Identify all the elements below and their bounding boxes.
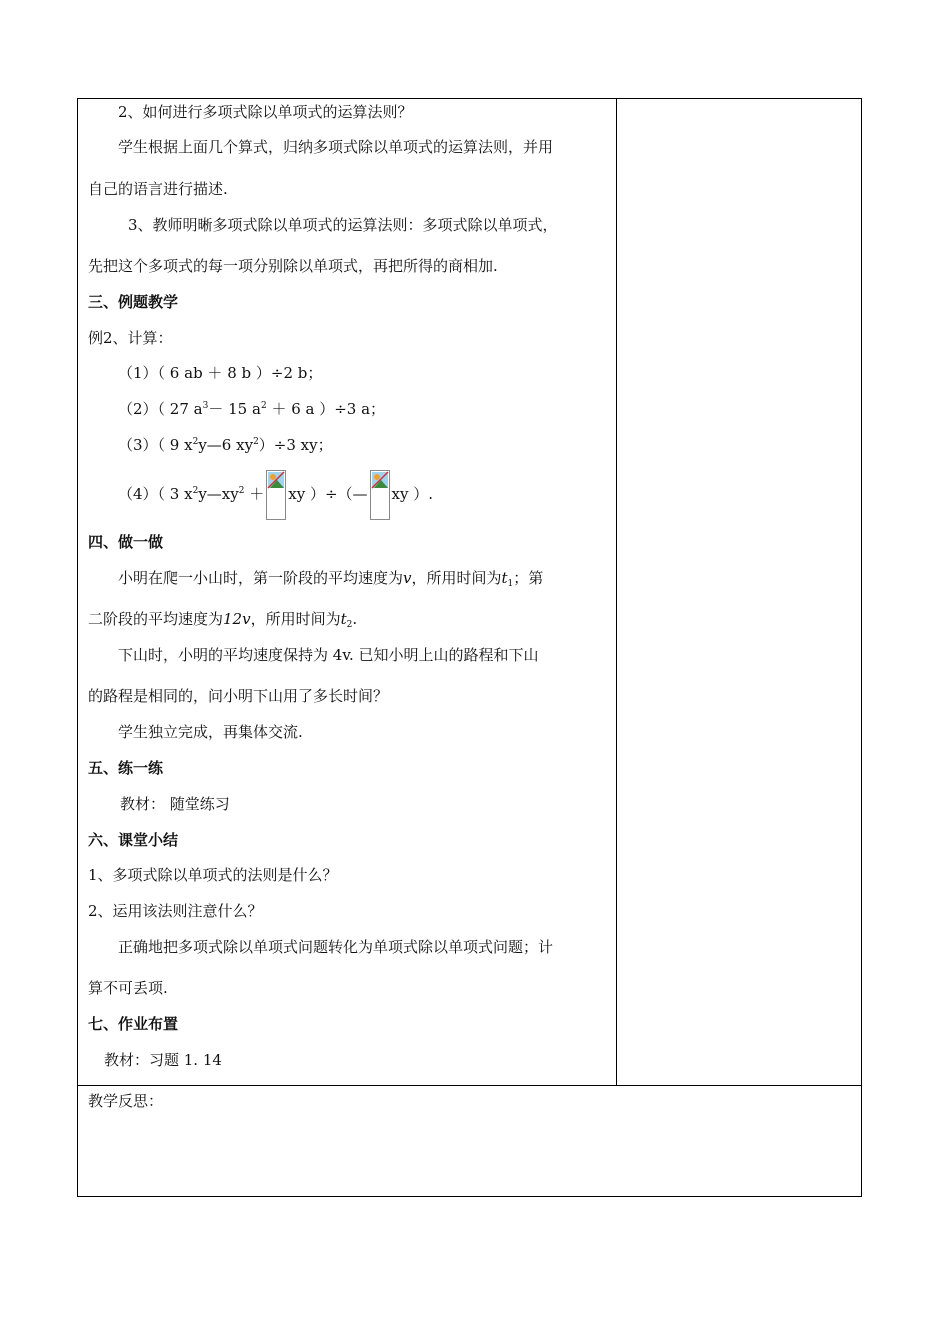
problem-2: （2）（ 27 $a^3- 15$ $a^2 + 6$ a ）÷3 a； bbox=[118, 400, 386, 418]
student-summary-line-cont: 自己的语言进行描述. bbox=[88, 180, 228, 198]
column-divider bbox=[616, 99, 617, 1085]
section-5-heading: 五、练一练 bbox=[88, 759, 164, 777]
word-problem-line-4: 的路程是相同的，问小明下山用了多长时间？ bbox=[88, 687, 389, 705]
section-4-heading: 四、做一做 bbox=[88, 533, 164, 551]
row-divider bbox=[78, 1085, 861, 1086]
summary-answer-line-2: 算不可丢项. bbox=[88, 979, 168, 997]
practice-text: 教材： 随堂练习 bbox=[120, 795, 230, 813]
teacher-rule-line: 3、教师明晰多项式除以单项式的运算法则：多项式除以单项式， bbox=[128, 216, 558, 234]
missing-image-icon bbox=[266, 470, 286, 520]
reflection-label: 教学反思： bbox=[88, 1092, 164, 1110]
problem-1: （1）（ 6 ab ＋ 8 b ）÷2 b； bbox=[118, 364, 323, 382]
example-2-label: 例2、计算： bbox=[88, 329, 173, 347]
section-6-heading: 六、课堂小结 bbox=[88, 831, 179, 849]
missing-image-icon bbox=[370, 470, 390, 520]
word-problem-line-3: 下山时，小明的平均速度保持为 4v. 已知小明上山的路程和下山 bbox=[118, 646, 539, 664]
section-7-heading: 七、作业布置 bbox=[88, 1015, 179, 1033]
activity-note: 学生独立完成，再集体交流. bbox=[118, 723, 303, 741]
question-2-line: 2、如何进行多项式除以单项式的运算法则？ bbox=[118, 103, 413, 121]
word-problem-line-2: 二阶段的平均速度为12v，所用时间为$t_2$. bbox=[88, 610, 358, 630]
problem-4: （4）（ 3 $x^2y—xy^2$ ＋ xy ）÷（— xy ）. bbox=[118, 470, 433, 520]
summary-item-1: 1、多项式除以单项式的法则是什么？ bbox=[88, 866, 338, 884]
summary-answer-line-1: 正确地把多项式除以单项式问题转化为单项式除以单项式问题；计 bbox=[118, 938, 554, 956]
word-problem-line-1: 小明在爬一小山时，第一阶段的平均速度为v，所用时间为$t_1$；第 bbox=[118, 569, 544, 589]
problem-3: （3）（ 9 $x^2y—6$ $xy^2)\div 3$ xy； bbox=[118, 436, 333, 454]
student-summary-line: 学生根据上面几个算式，归纳多项式除以单项式的运算法则，并用 bbox=[118, 138, 554, 156]
homework-text: 教材：习题 1. 14 bbox=[104, 1051, 222, 1069]
section-3-heading: 三、例题教学 bbox=[88, 293, 179, 311]
summary-item-2: 2、运用该法则注意什么？ bbox=[88, 902, 263, 920]
teacher-rule-line-cont: 先把这个多项式的每一项分别除以单项式，再把所得的商相加. bbox=[88, 257, 498, 275]
